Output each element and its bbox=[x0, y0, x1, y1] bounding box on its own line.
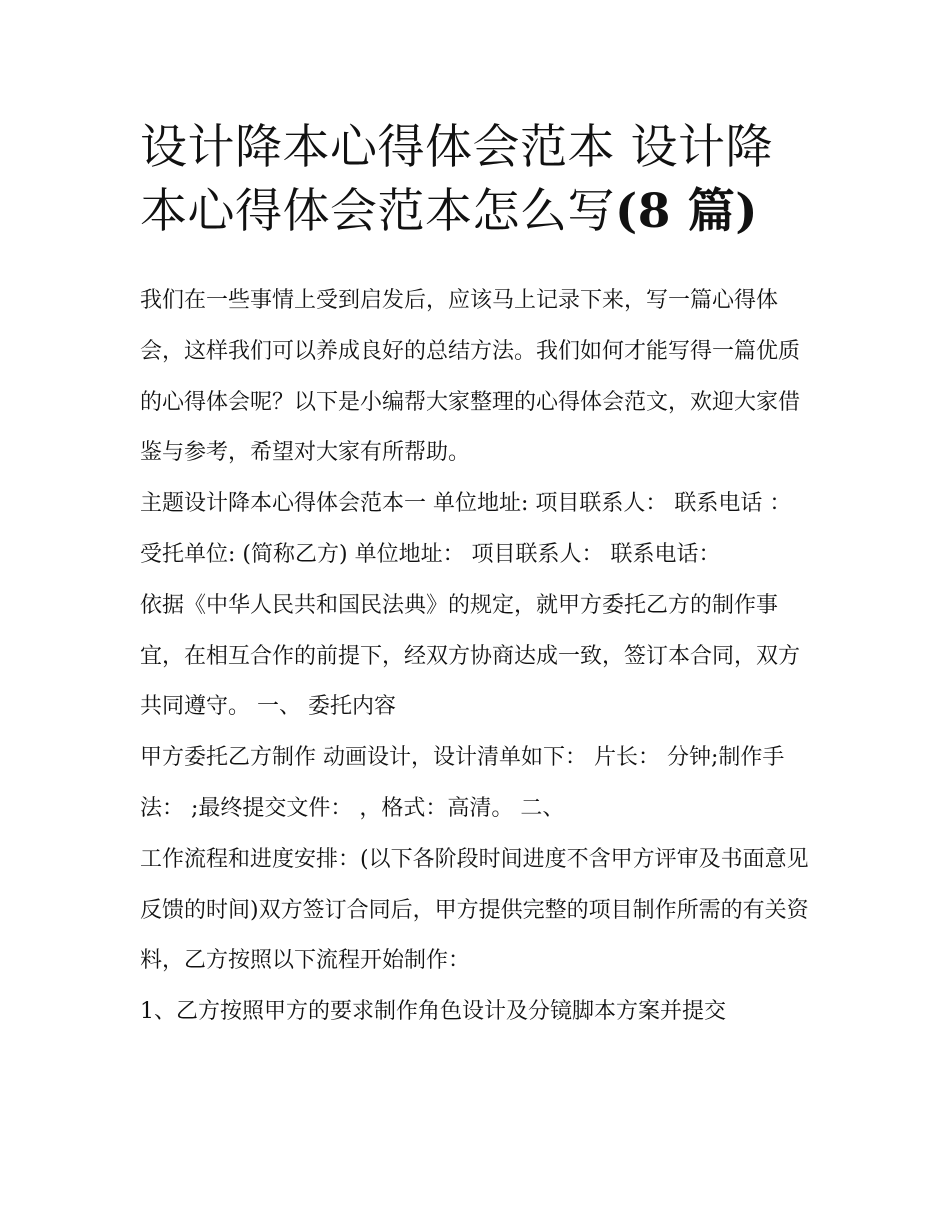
title-tail-text: (8 篇) bbox=[615, 184, 759, 239]
workflow-paragraph: 工作流程和进度安排：(以下各阶段时间进度不含甲方评审及书面意见反馈的时间)双方签订合同后，甲方提供完整的项目制作所需的有关资料，乙方按照以下流程开始制作： bbox=[140, 846, 809, 974]
title-main-text: 设计降本心得体会范本 设计降本心得体会范本怎么写 bbox=[140, 120, 773, 239]
contract-basis-paragraph: 依据《中华人民共和国民法典》的规定，就甲方委托乙方的制作事宜，在相互合作的前提下，经双方协商达成一致，签订本合同，双方共同遵守。 一、 委托内容 bbox=[140, 592, 801, 720]
document-body bbox=[140, 276, 820, 1038]
commission-content-paragraph: 甲方委托乙方制作 动画设计，设计清单如下： 片长： 分钟;制作手法： ;最终提交文件： ，格式：高清。 二、 bbox=[140, 745, 785, 821]
contract-parties-paragraph: 主题设计降本心得体会范本一 单位地址: 项目联系人： 联系电话 ： 受托单位: (简称乙方) 单位地址： 项目联系人： 联系电话： bbox=[140, 491, 792, 567]
document-title bbox=[140, 116, 820, 244]
workflow-step-1-paragraph: 1、乙方按照甲方的要求制作角色设计及分镜脚本方案并提交 bbox=[140, 999, 726, 1025]
intro-paragraph: 我们在一些事情上受到启发后，应该马上记录下来，写一篇心得体会，这样我们可以养成良好的总结方法。我们如何才能写得一篇优质的心得体会呢？以下是小编帮大家整理的心得体会范文，欢迎大家借鉴与参考，希望对大家有所帮助。 bbox=[140, 288, 801, 466]
